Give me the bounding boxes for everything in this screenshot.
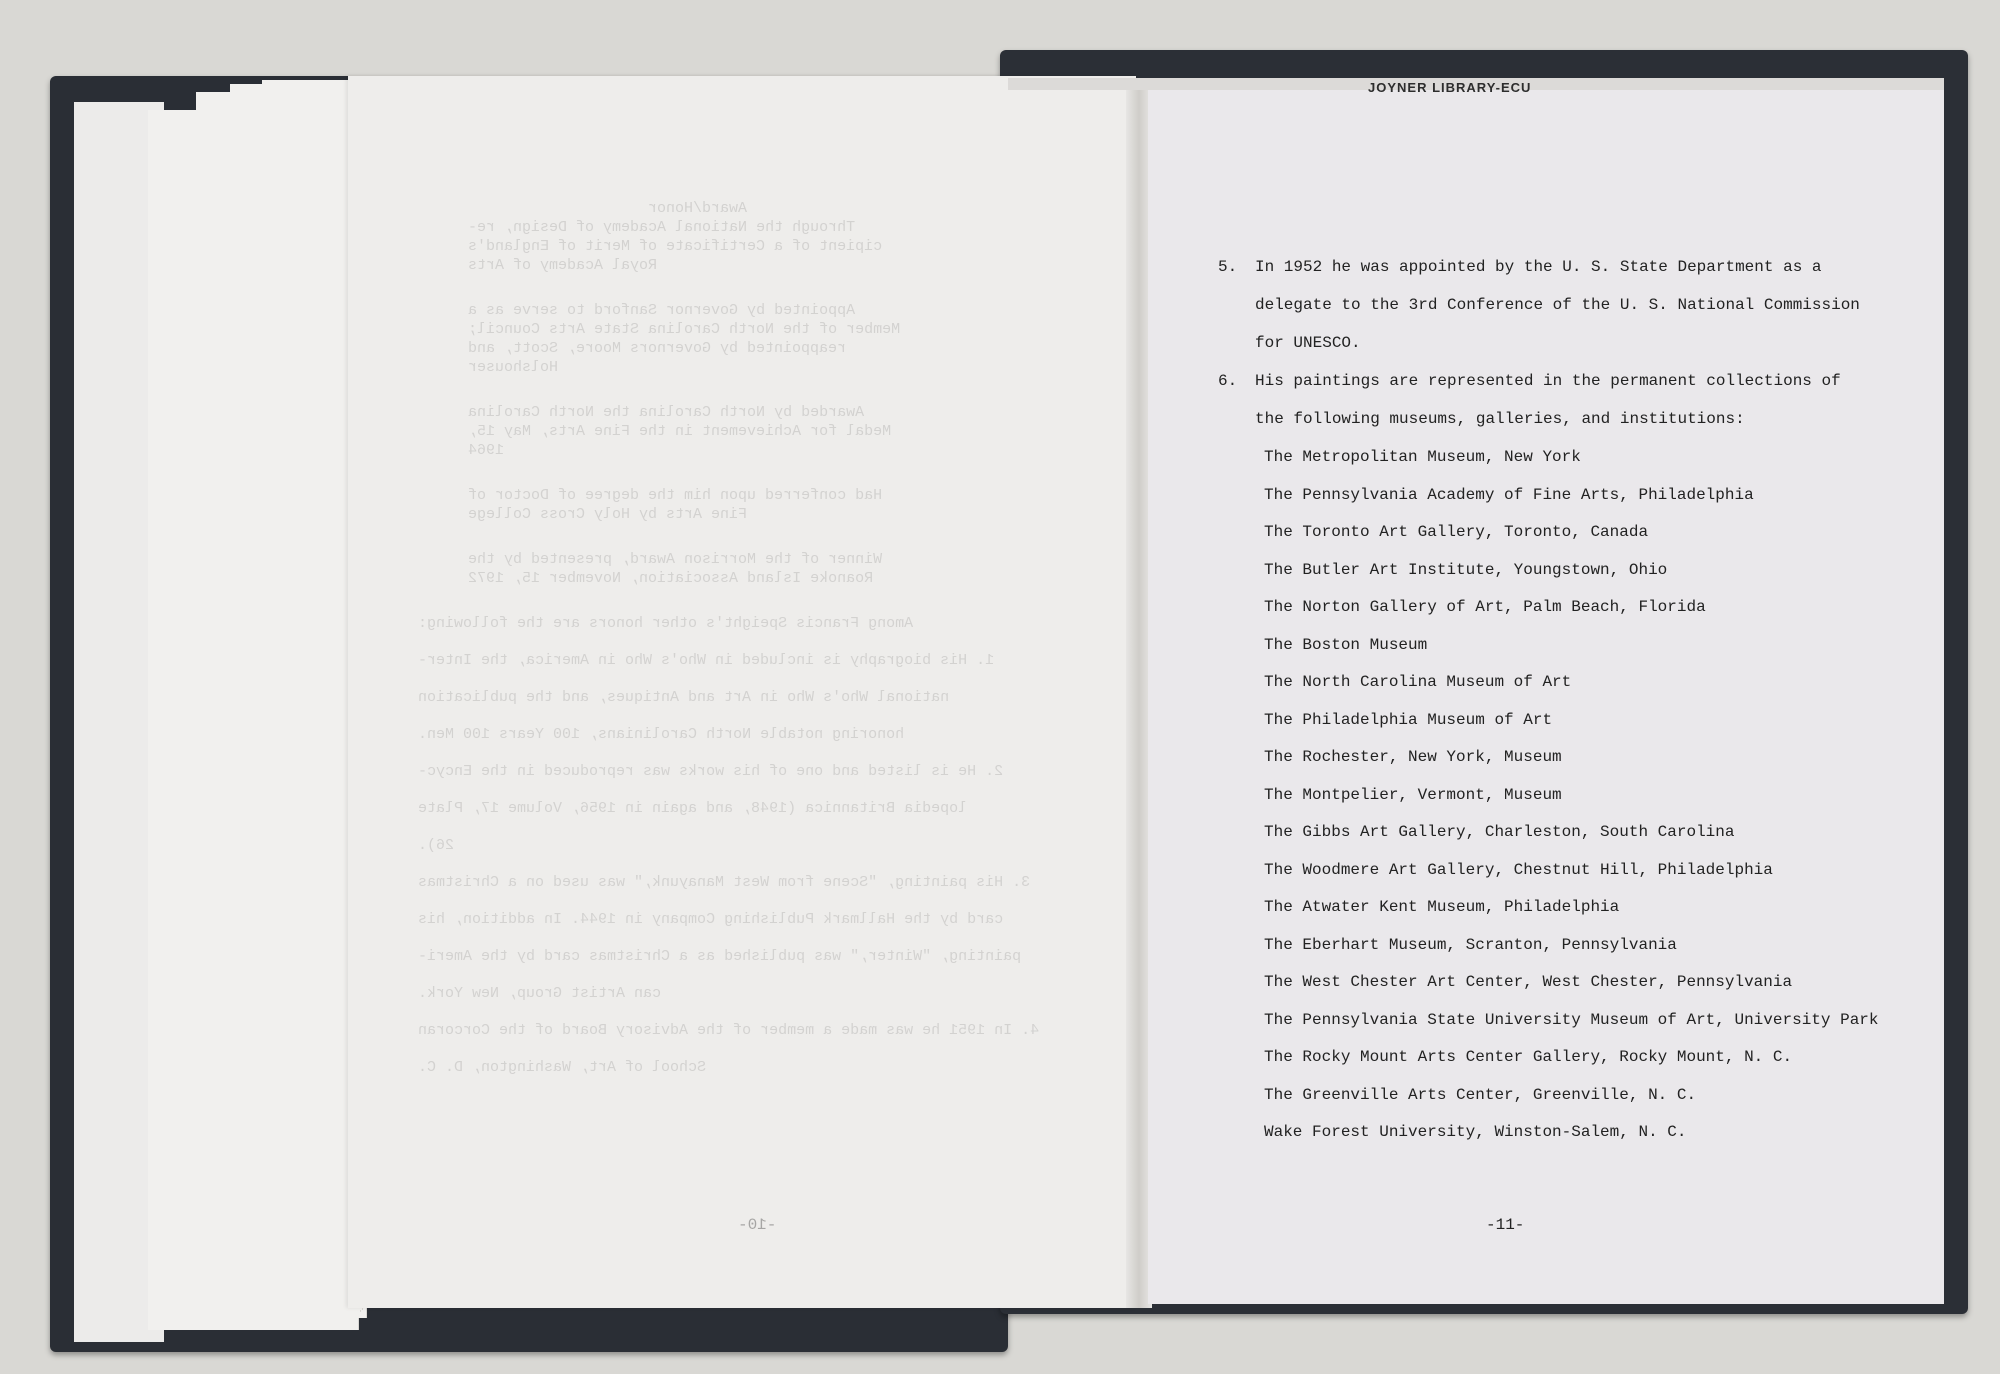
item-number: 5. <box>1218 258 1238 276</box>
bleed-line: national Who's Who in Art and Antiques, and the publication <box>418 689 950 706</box>
collection-item: The Butler Art Institute, Youngstown, Ohio <box>1264 560 1668 579</box>
bleed-line: honoring notable North Carolinians, 100 Years 100 Men. <box>418 726 905 743</box>
bleed-line: 26). <box>418 837 455 854</box>
collection-item: The Gibbs Art Gallery, Charleston, South Carolina <box>1264 823 1735 841</box>
bleed-line: reappointed by Governors Moore, Scott, and <box>468 340 847 357</box>
bleed-line: Fine Arts by Holy Cross College <box>468 506 748 523</box>
collection-item: The Philadelphia Museum of Art <box>1264 710 1553 729</box>
bleed-line: Royal Academy of Arts <box>468 257 658 274</box>
collection-item: The West Chester Art Center, West Chester, Pennsylvania <box>1264 973 1793 991</box>
bleed-line: Member of the North Carolina State Arts Council; <box>468 321 901 338</box>
item-line: delegate to the 3rd Conference of the U. S. National Commission <box>1255 296 1860 314</box>
bleed-line: Awarded by North Carolina the North Carolina <box>468 404 865 421</box>
bleed-line: lopedia Britannica (1948, and again in 1956, Volume 17, Plate <box>418 800 968 817</box>
bleed-line: School of Art, Washington, D. C. <box>418 1059 707 1076</box>
item-line: for UNESCO. <box>1255 334 1361 352</box>
bleed-line: 4. In 1951 he was made a member of the Advisory Board of the Corcoran <box>418 1022 1040 1039</box>
bleed-line: Roanoke Island Association, November 15, 1972 <box>468 570 874 587</box>
collection-item: The North Carolina Museum of Art <box>1264 673 1572 691</box>
collection-item: The Rochester, New York, Museum <box>1264 748 1562 766</box>
collection-item: Wake Forest University, Winston-Salem, N. C. <box>1264 1123 1687 1141</box>
item-line: the following museums, galleries, and institutions: <box>1255 410 1745 428</box>
collection-item: The Montpelier, Vermont, Museum <box>1264 785 1562 804</box>
collection-item: The Eberhart Museum, Scranton, Pennsylvania <box>1264 935 1677 954</box>
left-page-number: -10- <box>738 1216 777 1234</box>
right-page <box>1148 80 1944 1304</box>
collection-item: The Rocky Mount Arts Center Gallery, Rocky Mount, N. C. <box>1264 1048 1793 1066</box>
bleed-line: 1964 <box>468 442 505 459</box>
collection-item: The Toronto Art Gallery, Toronto, Canada <box>1264 523 1649 541</box>
collection-item: The Norton Gallery of Art, Palm Beach, Florida <box>1264 598 1706 616</box>
item-line: In 1952 he was appointed by the U. S. State Department as a <box>1255 258 1822 276</box>
bleed-line: cipient of a Certificate of Merit of England's <box>468 238 883 255</box>
bleed-line: Medal for Achievement in the Fine Arts, May 15, <box>468 423 892 440</box>
library-stamp: JOYNER LIBRARY-ECU <box>1368 80 1532 95</box>
right-page-number: -11- <box>1486 1216 1525 1234</box>
collection-item: The Pennsylvania Academy of Fine Arts, Philadelphia <box>1264 485 1754 504</box>
collection-item: The Greenville Arts Center, Greenville, N. C. <box>1264 1085 1697 1104</box>
collection-item: The Atwater Kent Museum, Philadelphia <box>1264 898 1620 916</box>
bleed-line: Among Francis Speight's other honors are the following: <box>418 615 914 632</box>
bleed-line: 3. His painting, "Scene from West Manayunk," was used on a Christmas <box>418 874 1031 891</box>
bleed-line: 1. His biography is included in Who's Who in America, the Inter- <box>418 652 995 669</box>
bleed-line: Holshouser <box>468 359 559 376</box>
collection-item: The Boston Museum <box>1264 635 1428 654</box>
collection-item: The Metropolitan Museum, New York <box>1264 448 1581 466</box>
item-line: His paintings are represented in the permanent collections of <box>1255 372 1841 390</box>
collection-item: The Pennsylvania State University Museum of Art, University Park <box>1264 1010 1879 1029</box>
bleed-line: can Artist Group, New York. <box>418 985 662 1002</box>
bleed-line: Had conferred upon him the degree of Doctor of <box>468 487 883 504</box>
bleed-line: 2. He is listed and one of his works was reproduced in the Encyc- <box>418 763 1004 780</box>
bleed-line: Winner of the Morrison Award, presented by the <box>468 551 883 568</box>
bleed-line: painting, "Winter," was published as a Christmas card by the Ameri- <box>418 948 1022 965</box>
collection-item: The Woodmere Art Gallery, Chestnut Hill, Philadelphia <box>1264 860 1773 879</box>
bleed-line: Through the National Academy of Design, re- <box>468 219 856 236</box>
bleed-line: Appointed by Governor Sanford to serve as a <box>468 302 856 319</box>
item-number: 6. <box>1218 372 1238 390</box>
left-page <box>348 76 1136 1308</box>
bleed-line: card by the Hallmark Publishing Company in 1944. In addition, his <box>418 911 1004 928</box>
bleed-line: Award/Honor <box>648 200 748 217</box>
